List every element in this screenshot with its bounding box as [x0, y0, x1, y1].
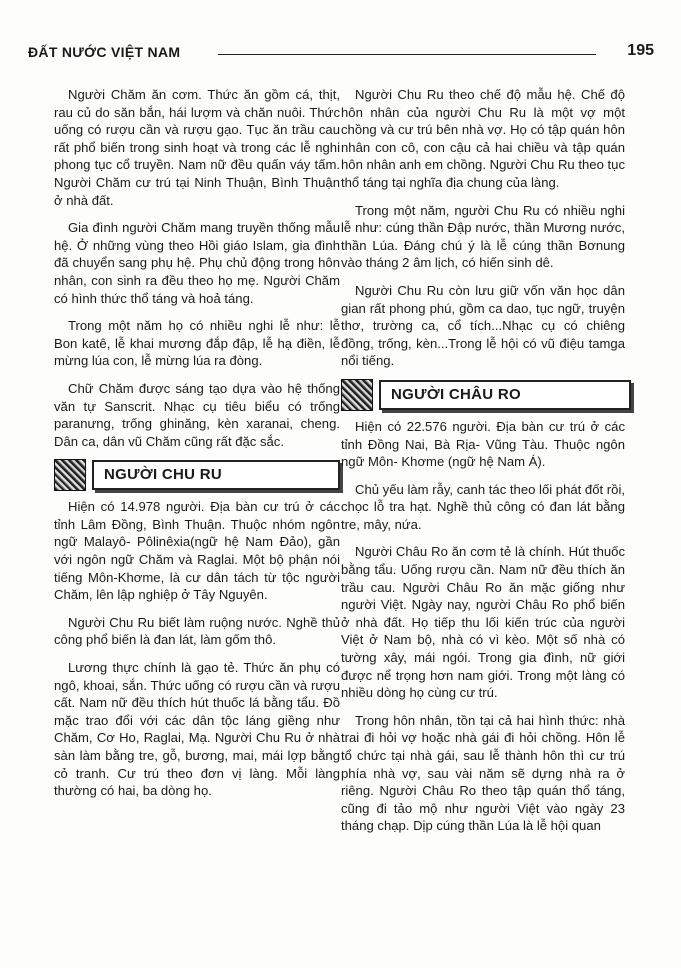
section-title-box: [379, 380, 631, 410]
paragraph: Chữ Chăm được sáng tạo dựa vào hệ thống văn tự Sanscrit. Nhạc cụ tiêu biểu có trống paranưng, trống ghinăng, kèn xaranai, cheng. Dân ca, dân vũ Chăm cũng rất đặc sắc.: [54, 380, 340, 449]
paragraph: Hiện có 22.576 người. Địa bàn cư trú ở các tỉnh Đồng Nai, Bà Rịa- Vũng Tàu. Thuộc ngôn ngữ Môn- Khơme (ngữ hệ Nam Á).: [341, 418, 625, 470]
paragraph: Chủ yếu làm rẫy, canh tác theo lối phát đốt rồi, chọc lỗ tra hạt. Nghề thủ công có đan lát bằng tre, mây, nứa.: [341, 481, 625, 532]
running-header: [28, 44, 654, 66]
paragraph: Lương thực chính là gạo tẻ. Thức ăn phụ có ngô, khoai, sắn. Thức uống có rượu cần và rượu cất. Nam nữ đều thích hút thuốc lá bằng tẩu. Đồ mặc trao đổi với các dân tộc láng giềng như Chăm, Cơ Ho, Raglai, Mạ. Người Chu Ru ở nhà sàn làm bằng tre, gỗ, bương, mai, mái lợp bằng cỏ tranh. Cư trú theo đơn vị làng. Mỗi làng thường có hai, ba dòng họ.: [54, 660, 340, 799]
paragraph: Hiện có 14.978 người. Địa bàn cư trú ở các tỉnh Lâm Đồng, Bình Thuận. Thuộc nhóm ngôn ngữ Malayô- Pôlinêxia(ngữ hệ Nam Đảo), gần với ngôn ngữ Chăm và Raglai. Một bộ phận nói tiếng Môn-Khơme, là cư dân tách từ tộc người Chăm, lên lập nghiệp ở Tây Nguyên.: [54, 499, 340, 603]
paragraph: Người Châu Ro ăn cơm tẻ là chính. Hút thuốc bằng tẩu. Uống rượu cần. Nam nữ đều thích ăn trầu cau. Người Châu Ro ăn mặc giống như người Việt. Ngày nay, người Châu Ro phổ biến ở nhà đất. Họ tiếp thu lối kiến trúc của người Việt ở Nam bộ, nhà có vì kèo. Một số nhà có tường xây, mái ngói. Trong gia đình, nữ giới được nể trọng hơn nam giới. Trong một làng có nhiều dòng họ cùng cư trú.: [341, 544, 625, 701]
section-title: NGƯỜI CHÂU RO: [391, 385, 521, 403]
paragraph: Người Chu Ru theo chế độ mẫu hệ. Chế độ hôn nhân của người Chu Ru là một vợ một chồng và cư trú bên nhà vợ. Họ có tập quán hôn nhân con cô, con cậu cả hai chiều và tập quán hôn nhân anh em chồng. Người Chu Ru theo tục thổ táng tại nghĩa địa chung của làng.: [341, 87, 625, 190]
running-title: ĐẤT NƯỚC VIỆT NAM: [28, 44, 181, 60]
page-number: 195: [627, 42, 654, 59]
paragraph: Trong một năm họ có nhiều nghi lễ như: lễ Bon katê, lễ khai mương đắp đập, lễ hạ điền, lễ mừng lúa con, lễ mừng lúa ra đòng.: [54, 318, 340, 369]
section-heading-chau-ro: [341, 380, 625, 410]
paragraph: Trong một năm, người Chu Ru có nhiều nghi lễ như: cúng thần Đập nước, thần Mương nước, thần Lúa. Đáng chú ý là lễ cúng thần Bơnung vào tháng 2 âm lịch, có hiến sinh dê.: [341, 202, 625, 271]
header-rule: [218, 54, 596, 55]
paragraph: Người Chăm ăn cơm. Thức ăn gồm cá, thịt, rau củ do săn bắn, hái lượm và chăn nuôi. Thức uống có rượu cần và rượu gạo. Tục ăn trầu cau rất phổ biến trong sinh hoạt và trong các lễ nghi phong tục cổ truyền. Nam nữ đều quấn váy tấm. Người Chăm cư trú tại Ninh Thuận, Bình Thuận ở nhà đất.: [54, 87, 340, 208]
right-column: [341, 86, 625, 845]
paragraph: Trong hôn nhân, tồn tại cả hai hình thức: nhà trai đi hỏi vợ hoặc nhà gái đi hỏi chồng. Hôn lễ tổ chức tại nhà gái, sau lễ thành hôn thì cư trú phía nhà vợ, sau vài năm sẽ dựng nhà ra ở riêng. Người Châu Ro theo tập quán thổ táng, cũng đi tảo mộ như người Việt vào ngày 23 tháng chạp. Dịp cúng thần Lúa là lễ hội quan: [341, 712, 625, 834]
paragraph: Người Chu Ru còn lưu giữ vốn văn học dân gian rất phong phú, gồm ca dao, tục ngữ, truyện thơ, trường ca, cổ tích...Nhạc cụ có chiêng đồng, trống, kèn...Trong lễ hội có vũ điệu tamga nổi tiếng.: [341, 282, 625, 369]
section-title-box: [92, 460, 340, 490]
left-column: [54, 86, 340, 810]
paragraph: Gia đình người Chăm mang truyền thống mẫu hệ. Ở những vùng theo Hồi giáo Islam, gia đình đã chuyển sang phụ hệ. Phụ chủ động trong hôn nhân, con sinh ra đều theo họ mẹ. Người Chăm có hình thức thổ táng và hoả táng.: [54, 220, 340, 306]
ornament-icon: [341, 379, 373, 411]
ornament-icon: [54, 459, 86, 491]
section-title: NGƯỜI CHU RU: [104, 466, 223, 484]
section-heading-chu-ru: [54, 460, 340, 490]
paragraph: Người Chu Ru biết làm ruộng nước. Nghề thủ công phổ biến là đan lát, làm gốm thô.: [54, 614, 340, 648]
